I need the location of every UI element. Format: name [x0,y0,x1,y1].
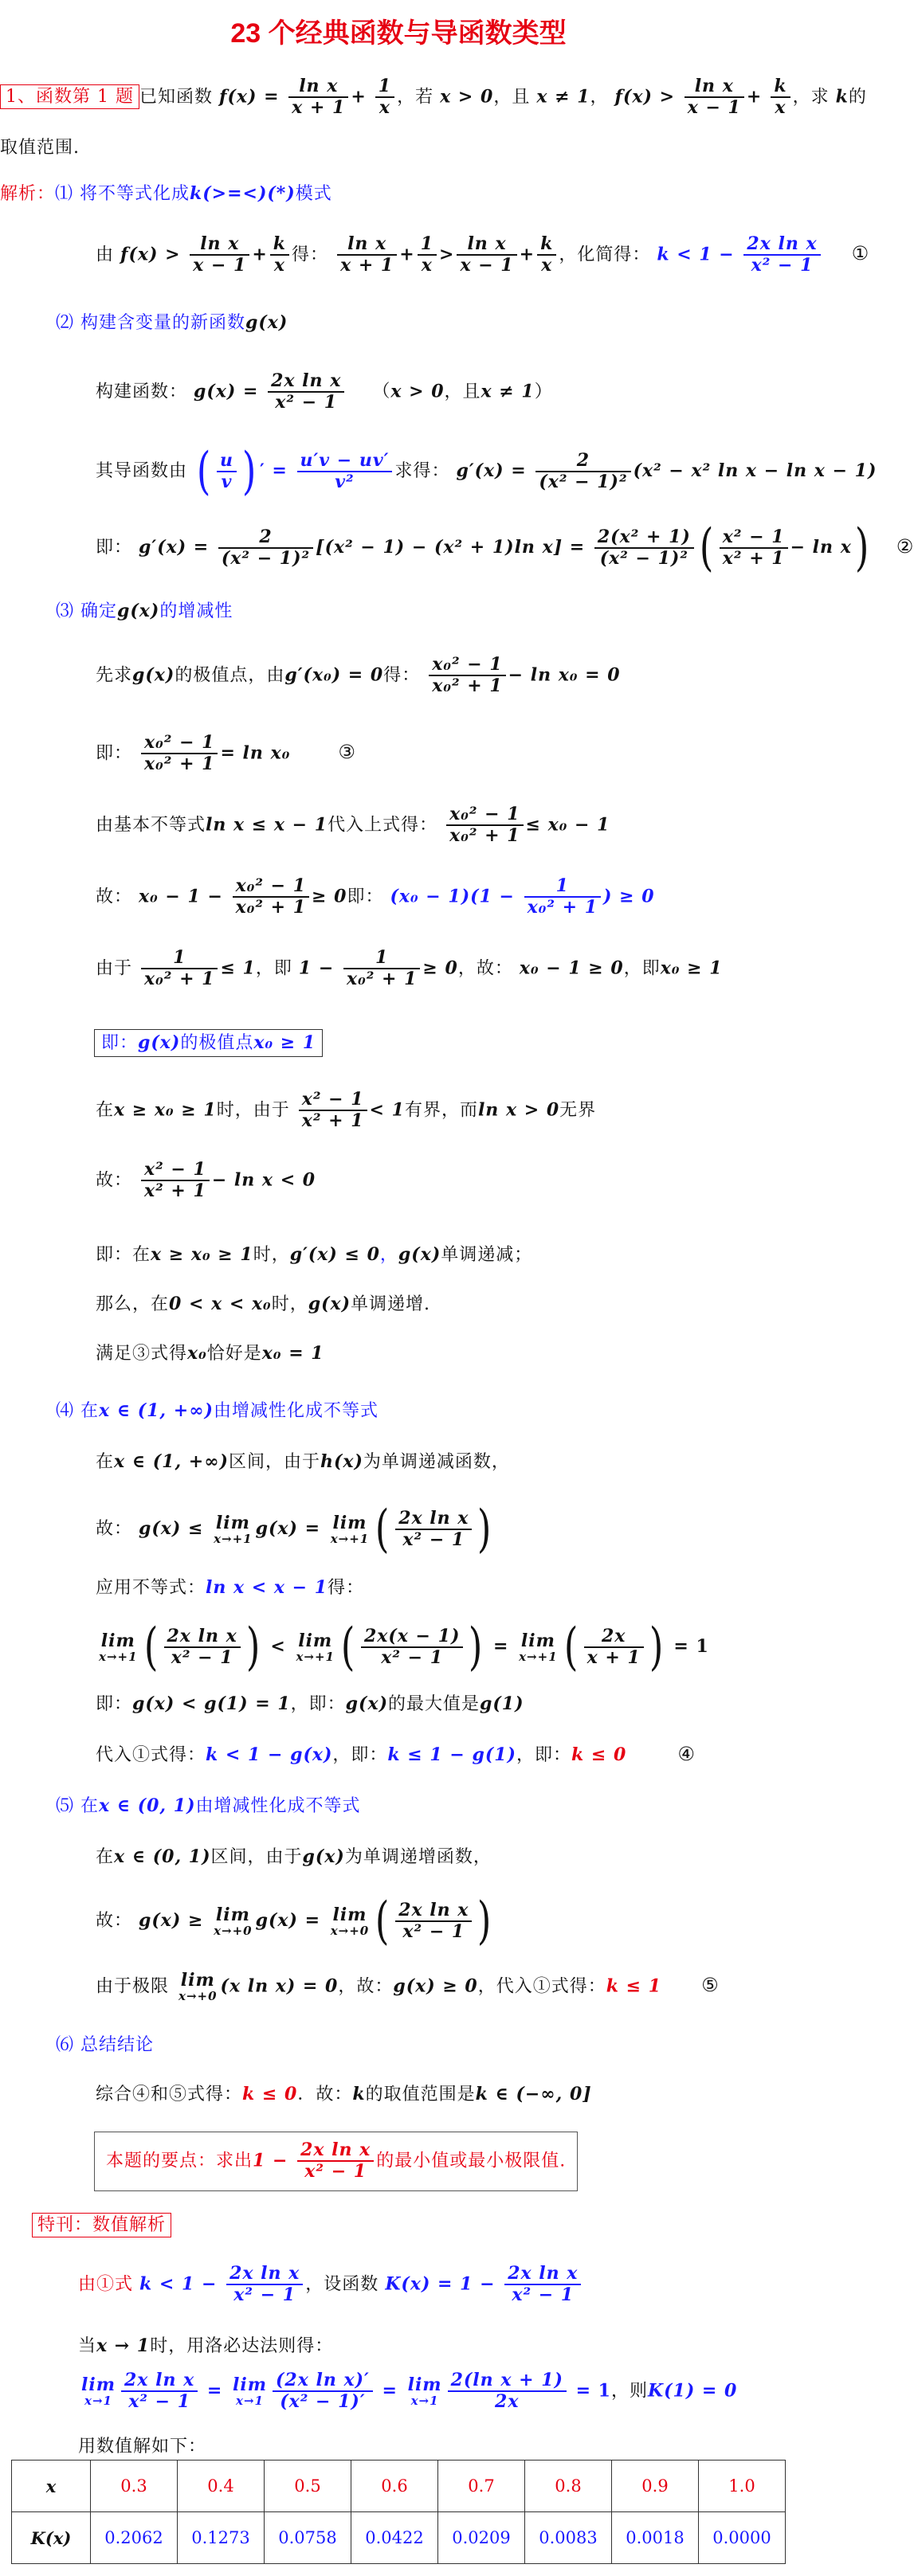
text-cond-1: （ [372,382,391,402]
text-boxed-extreme: 的极值点 [180,1033,254,1053]
step-3-seek: 先求g(x)的极值点，由g′(x₀) = 0得： $\frac{\text{x₀² − 1}}{\text{x₀² + 1}}$ − ln x₀ = 0 [96,654,621,697]
table-cell: 0.0758 [265,2512,351,2564]
step-3-since: 由于 $\frac{1}{\text{x₀² + 1}}$ ≤ 1，即 1 − $\frac{1}{\text{x₀² + 1}}$ ≥ 0，故： x₀ − 1 ≥ 0，即x₀ ≥ 1 [96,947,723,990]
text-bounded: 有界，而 [404,1100,478,1121]
text-unbounded: 无界 [559,1100,597,1121]
text-inc: 单调递增. [351,1294,431,1314]
problem-text-6: 的 [848,87,867,108]
step-4-interval: 在x ∈ (1, +∞)区间，由于h(x)为单调递减函数， [96,1451,510,1472]
step-1-title-tail: 模式 [295,184,332,204]
step-3-bounded: 在x ≥ x₀ ≥ 1时，由于 $\frac{\text{x² − 1}}{\text{x² + 1}}$ < 1有界，而ln x > 0无界 [96,1089,597,1132]
text-in-interval-2: 区间，由于 [228,1452,320,1472]
text-combine: 综合④和⑤式得： [96,2085,243,2104]
text-satisfy: 满足③式得 [96,1344,188,1364]
step-6-title: ⑹ 总结结论 [56,2035,154,2055]
step-2-construct: 构建函数： g(x) = $\frac{\text{2x ln x}}{\text{x² − 1}}$ （x > 0，且x ≠ 1） [96,370,553,413]
step-3-decreasing: 即：在x ≥ x₀ ≥ 1时，g′(x) ≤ 0，g(x)单调递减； [96,1244,533,1265]
text-ie-2: 即： [96,743,133,764]
step-2-derivative: 其导函数由 ( $\frac{u}{v}$ ) ′ = $\frac{u'v - uv'}{\text{v²}}$ 求得： g′(x) = $\frac{2}{\text{(x² − 1)²}}$ (x² − x² ln x − ln x − 1) [96,442,877,501]
special-numeric: 用数值解如下： [78,2437,207,2457]
step-6-combine: 综合④和⑤式得：k ≤ 0．故：k的取值范围是k ∈ (−∞, 0] [96,2084,592,2104]
text-ie-6b: ，即： [290,1694,346,1714]
text-in-interval: 在 [96,1452,115,1472]
text-hence-3: 故： [96,1170,133,1191]
text-combine-2: ．故： [297,2085,353,2104]
text-key: 本题的要点：求出 [106,2151,253,2171]
text-from-1b: ，设函数 [305,2274,379,2295]
text-ie-5b: 时， [253,1245,290,1265]
text-by: 由 [96,245,115,265]
analysis-label: 解析： [0,184,56,204]
table-cell: 1.0 [699,2461,786,2512]
table-row-k [12,2512,786,2564]
step-2-ie: 即： g′(x) = $\frac{2}{\text{(x² − 1)²}}$ [(x² − 1) − (x² + 1)ln x] = $\frac{\text{2(x² + 1)}}{\text{(x² − 1)²}}$ ( $\frac{\text{x² − 1}}{\text{x² + 1}}$ − ln x) ② [96,519,914,577]
step-4-apply: 应用不等式：ln x < x − 1得： [96,1577,365,1598]
step-5-interval: 在x ∈ (0, 1)区间，由于g(x)为单调递增函数， [96,1846,492,1867]
step-3-satisfy: 满足③式得x₀恰好是x₀ = 1 [96,1343,324,1364]
table-cell: 0.8 [525,2461,612,2512]
text-first-seek-2: 的极值点，由 [175,665,285,686]
special-label: 特刊：数值解析 [32,2213,171,2237]
problem-line-2: 取值范围. [0,138,80,158]
table-cell: 0.7 [438,2461,525,2512]
text-ie: 即： [96,538,133,558]
step-3-hence-3: 故： $\frac{\text{x² − 1}}{\text{x² + 1}}$ − ln x < 0 [96,1159,316,1202]
page-title: 23 个经典函数与导函数类型 [230,18,567,49]
text-sub-1c: ，即： [516,1745,571,1765]
step-4-title: ⑷ 在 [56,1401,99,1421]
step-4-limit: 故： g(x) ≤ lim x→+1 g(x) = lim x→+1 ( $\frac{\text{2x ln x}}{\text{x² − 1}}$ ) [96,1500,492,1559]
step-3-boxed-result: 即：g(x)的极值点x₀ ≥ 1 [94,1029,323,1054]
text-in-interval-3: 在 [96,1847,115,1867]
step-3-title-tail: 的增减性 [159,601,233,621]
text-by-ineq: 由基本不等式 [96,815,206,836]
step-4-substitute: 代入①式得：k < 1 − g(x)，即：k ≤ 1 − g(1)，即：k ≤ 0 ④ [96,1743,696,1765]
text-deriv-2: 求得： [394,461,450,481]
text-then-2: 时， [271,1294,308,1314]
text-ie-5: 即：在 [96,1245,151,1265]
text-ie-3: ，即 [255,958,292,979]
text-inc-fn: 为单调递增函数， [344,1847,492,1867]
step-1-formula: 由 f(x) > $\frac{\text{ln x}}{x - 1}$ + $\frac{k}{x}$ 得： $\frac{\text{ln x}}{x + 1}$ + $\frac{1}{x}$ > $\frac{\text{ln x}}{x - 1}$ + $\frac{k}{x}$ ，化简得： k < 1 − $\frac{\text{2x ln x}}{\text{x² − 1}}$ ① [96,233,870,276]
text-combine-3: 的取值范围是 [365,2085,476,2104]
text-apply: 应用不等式： [96,1578,206,1598]
step-5-heading: ⑸ 在x ∈ (0, 1)由增减性化成不等式 [56,1795,361,1816]
text-ie-2b: 即： [347,887,384,907]
text-sub-1: 代入①式得： [96,1745,206,1765]
text-boxed-ie: 即： [101,1033,139,1053]
table-cell: 0.2062 [91,2512,178,2564]
problem-line-1: 1、函数第 1 题 已知函数 f(x) = $\frac{\text{ln x}}{x + 1}$ + $\frac{1}{x}$ ，若 x > 0，且 x ≠ 1， f(x) > $\frac{\text{ln x}}{x - 1}$ + $\frac{k}{x}$ ，求 k的 [0,76,867,119]
text-deriv-1: 其导函数由 [96,461,188,481]
step-1-heading: 解析：⑴ 将不等式化成k(>=<)(*)模式 [0,183,332,204]
text-satisfy-2: 恰好是 [206,1344,262,1364]
table-header-k: K(x) [12,2512,91,2564]
text-apply-2: 得： [328,1578,365,1598]
step-3-eq3: 即： $\frac{\text{x₀² − 1}}{\text{x₀² + 1}}$ = ln x₀ ③ [96,732,356,775]
text-by-ineq-2: 代入上式得： [328,815,438,836]
table-cell: 0.0422 [351,2512,438,2564]
table-row-x [12,2461,786,2512]
text-ie-5c: ， [379,1245,398,1265]
text-sub-1b: ，即： [332,1745,388,1765]
table-cell: 0.3 [91,2461,178,2512]
step-6-heading [56,2031,154,2056]
text-hence: 故： [96,887,133,907]
special-when: 当x → 1时，用洛必达法则得： [78,2335,334,2356]
text-get: 得： [292,245,329,265]
step-5-by-limit: 由于极限 lim x→+0 (x ln x) = 0，故：g(x) ≥ 0，代入①式得：k ≤ 1 ⑤ [96,1970,720,2004]
text-since: 由于 [96,958,133,979]
problem-text-1: 已知函数 [139,87,213,108]
text-when-x1b: 时，用洛必达法则得： [150,2336,334,2356]
text-from-1: 由①式 [78,2274,134,2295]
step-3-increasing: 那么，在0 < x < x₀时，g(x)单调递增. [96,1294,431,1314]
text-simplify: ，化简得： [559,245,651,265]
text-ie-6: 即： [96,1694,133,1714]
table-cell: 0.0083 [525,2512,612,2564]
text-cond-3: ） [534,382,553,402]
problem-label: 1、函数第 1 题 [0,84,139,109]
table-cell: 0.9 [612,2461,699,2512]
text-construct: 构建函数： [96,382,188,402]
text-dec: 单调递减； [441,1245,533,1265]
table-cell: 0.5 [265,2461,351,2512]
special-from-1: 由①式 k < 1 − $\frac{\text{2x ln x}}{\text{x² − 1}}$ ，设函数 K(x) = 1 − $\frac{\text{2x ln x}}{\text{x² − 1}}$ [78,2264,583,2306]
step-4-limit-chain: lim x→+1 ( $\frac{\text{2x ln x}}{\text{x² − 1}}$ ) < lim x→+1 ( $\frac{2x(x - 1)}{\text{x² − 1}}$ ) = lim x→+1 ( $\frac{2x}{x + 1}$ ) = 1 [99,1618,709,1677]
text-when: 在 [96,1100,115,1121]
text-when-2: 时，由于 [216,1100,290,1121]
text-by-limit-2: ，故： [338,1976,394,1997]
text-ie-4: ，即 [623,958,661,979]
table-cell: 0.6 [351,2461,438,2512]
text-hence-4: 故： [96,1519,133,1539]
text-hence-2: ，故： [457,958,513,979]
table-header-x: x [12,2461,91,2512]
problem-text-5: ，求 [792,87,830,108]
values-table [11,2460,786,2564]
step-2-title: ⑵ 构建含变量的新函数 [56,313,245,333]
text-ie-6c: 的最大值是 [388,1694,481,1714]
step-1-title: ⑴ 将不等式化成 [55,184,190,204]
step-4-max: 即：g(x) < g(1) = 1，即：g(x)的最大值是g(1) [96,1693,524,1714]
step-5-title: ⑸ 在 [56,1796,99,1816]
step-3-basic-ineq: 由基本不等式ln x ≤ x − 1代入上式得： $\frac{\text{x₀² − 1}}{\text{x₀² + 1}}$ ≤ x₀ − 1 [96,804,610,847]
problem-text-3: ，且 [493,87,531,108]
key-point-box: 本题的要点：求出1 − $\frac{\text{2x ln x}}{\text{x² − 1}}$ 的最小值或最小极限值. [94,2132,578,2191]
text-by-limit-3: ，代入①式得： [477,1976,606,1997]
problem-text-4: ， [590,87,609,108]
step-3-heading: ⑶ 确定g(x)的增减性 [56,601,233,621]
table-cell: 0.0209 [438,2512,525,2564]
text-then: 那么，在 [96,1294,170,1314]
text-by-limit: 由于极限 [96,1976,170,1997]
step-3-hence: 故： x₀ − 1 − $\frac{\text{x₀² − 1}}{\text{x₀² + 1}}$ ≥ 0即： (x₀ − 1)(1 − $\frac{1}{\text{x₀² + 1}}$ ) ≥ 0 [96,875,655,918]
step-2-heading: ⑵ 构建含变量的新函数g(x) [56,312,288,333]
table-cell: 0.4 [178,2461,265,2512]
special-heading [32,2211,171,2236]
step-5-limit: 故： g(x) ≥ lim x→+0 g(x) = lim x→+0 ( $\frac{\text{2x ln x}}{\text{x² − 1}}$ ) [96,1892,492,1951]
special-lhopital: lim x→1 $\frac{\text{2x ln x}}{\text{x² − 1}}$ = lim x→1 $\frac{\text{(2x ln x)′}}{\text{(x² − 1)′}}$ = lim x→1 $\frac{\text{2(ln x + 1)}}{2x}$ = 1，则K(1) = 0 [81,2370,738,2413]
text-then-k: ，则 [610,2381,648,2402]
text-dec-fn: 为单调递减函数， [363,1452,510,1472]
text-when-x1: 当 [78,2336,97,2356]
text-hence-5: 故： [96,1911,133,1931]
step-4-title-tail: 由增减性化成不等式 [213,1401,379,1421]
step-5-title-tail: 由增减性化成不等式 [195,1796,361,1816]
text-first-seek-3: 得： [383,665,421,686]
text-in-interval-4: 区间，由于 [210,1847,303,1867]
table-cell: 0.0000 [699,2512,786,2564]
table-cell: 0.0018 [612,2512,699,2564]
step-4-heading: ⑷ 在x ∈ (1, +∞)由增减性化成不等式 [56,1400,379,1421]
text-key-2: 的最小值或最小极限值. [376,2151,567,2171]
problem-text-2: ，若 [397,87,434,108]
text-first-seek: 先求 [96,665,133,686]
text-cond-2: ，且 [444,382,481,402]
step-3-title: ⑶ 确定 [56,601,117,621]
table-cell: 0.1273 [178,2512,265,2564]
